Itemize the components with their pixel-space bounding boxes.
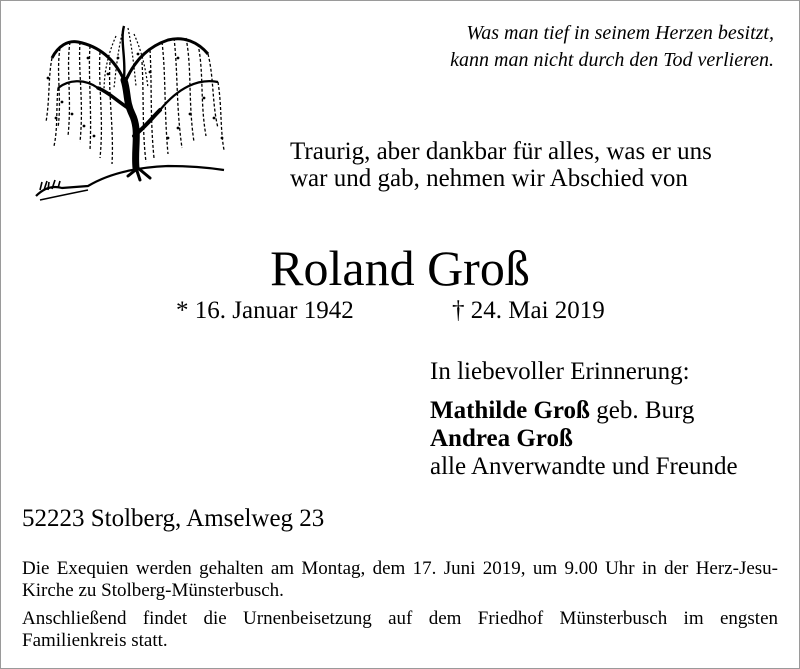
quote [354, 20, 774, 74]
mourners-others: alle Anverwandte und Freunde [430, 453, 738, 480]
weeping-willow-icon [28, 18, 238, 240]
memory-block [430, 358, 790, 481]
mourner-1-suffix: geb. Burg [589, 397, 695, 424]
family-address: 52223 Stolberg, Amselweg 23 [22, 505, 325, 532]
intro-line-1: Traurig, aber dankbar für alles, was er uns [290, 138, 712, 165]
death-date: † 24. Mai 2019 [452, 297, 605, 324]
service-notice-para-1: Die Exequien werden gehalten am Montag, dem 17. Juni 2019, um 9.00 Uhr in der Herz-Jesu-Kirche zu Stolberg-Münsterbusch. [22, 558, 778, 601]
intro-text [290, 138, 790, 192]
mourner-1 [430, 397, 790, 425]
intro-line-2: war und gab, nehmen wir Abschied von [290, 165, 688, 192]
deceased-name: Roland Groß [270, 240, 530, 296]
memory-title: In liebevoller Erinnerung: [430, 358, 690, 385]
birth-date: * 16. Januar 1942 [176, 297, 354, 324]
mourner-2-name: Andrea Groß [430, 425, 573, 452]
quote-line-1: Was man tief in seinem Herzen besitzt, [466, 22, 774, 44]
quote-line-2: kann man nicht durch den Tod verlieren. [450, 49, 774, 71]
mourner-1-name: Mathilde Groß [430, 397, 590, 424]
life-dates [0, 296, 800, 326]
service-notice-para-2: Anschließend findet die Urnenbeisetzung auf dem Friedhof Münsterbusch im engsten Familienkreis statt. [22, 608, 778, 651]
service-notice [22, 558, 778, 652]
